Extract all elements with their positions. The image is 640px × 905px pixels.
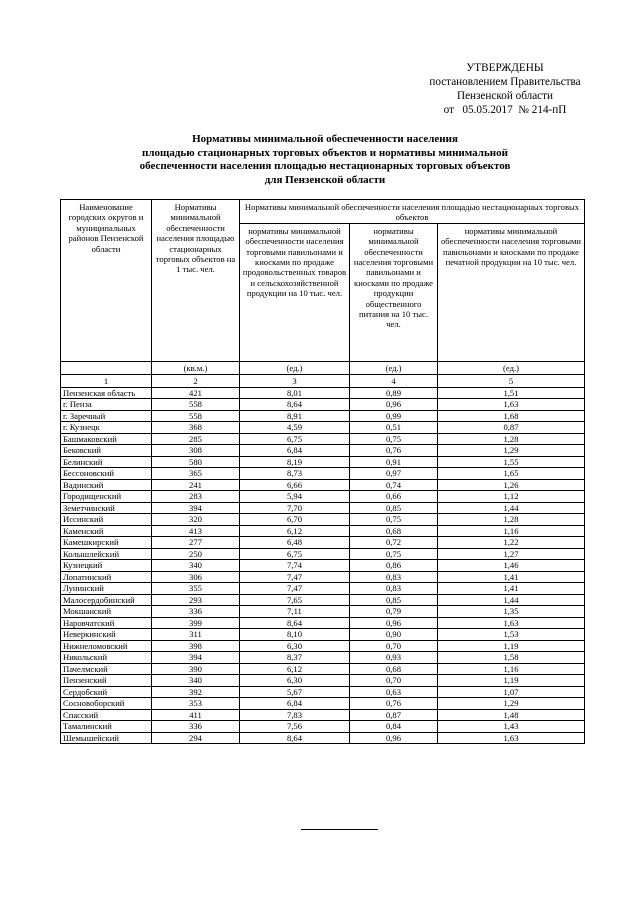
food-kiosks-value: 8,64 — [240, 617, 350, 629]
catering-kiosks-value: 0,63 — [350, 686, 438, 698]
print-kiosks-value: 1,44 — [438, 594, 585, 606]
table-row — [61, 537, 585, 549]
catering-kiosks-value: 0,87 — [350, 709, 438, 721]
table-row — [61, 422, 585, 434]
stationary-value: 277 — [152, 537, 240, 549]
print-kiosks-value: 1,51 — [438, 387, 585, 399]
stationary-value: 392 — [152, 686, 240, 698]
catering-kiosks-value: 0,75 — [350, 548, 438, 560]
table-row — [61, 686, 585, 698]
print-kiosks-value: 1,63 — [438, 617, 585, 629]
catering-kiosks-value: 0,76 — [350, 698, 438, 710]
stationary-value: 398 — [152, 640, 240, 652]
units-row — [61, 361, 585, 374]
stationary-value: 558 — [152, 399, 240, 411]
print-kiosks-value: 1,63 — [438, 732, 585, 744]
table-row — [61, 548, 585, 560]
district-name: Пензенская область — [61, 387, 152, 399]
food-kiosks-value: 5,94 — [240, 491, 350, 503]
unit-cell: (кв.м.) — [152, 361, 240, 374]
food-kiosks-value: 7,56 — [240, 721, 350, 733]
header-nonstationary-group: Нормативы минимальной обеспеченности населения площадью нестационарных торговых объектов — [240, 200, 585, 224]
district-name: Спасский — [61, 709, 152, 721]
district-name: г. Заречный — [61, 410, 152, 422]
stationary-value: 311 — [152, 629, 240, 641]
catering-kiosks-value: 0,85 — [350, 502, 438, 514]
table-row — [61, 698, 585, 710]
title-line-4: для Пензенской области — [264, 173, 386, 186]
stationary-value: 320 — [152, 514, 240, 526]
food-kiosks-value: 7,65 — [240, 594, 350, 606]
table-row — [61, 629, 585, 641]
document-title — [90, 133, 560, 187]
food-kiosks-value: 5,67 — [240, 686, 350, 698]
food-kiosks-value: 7,70 — [240, 502, 350, 514]
table-row — [61, 709, 585, 721]
district-name: Бековский — [61, 445, 152, 457]
district-name: Камешкирский — [61, 537, 152, 549]
print-kiosks-value: 1,16 — [438, 525, 585, 537]
stationary-value: 355 — [152, 583, 240, 595]
food-kiosks-value: 4,59 — [240, 422, 350, 434]
table-row — [61, 721, 585, 733]
stationary-value: 241 — [152, 479, 240, 491]
print-kiosks-value: 1,29 — [438, 698, 585, 710]
food-kiosks-value: 6,84 — [240, 445, 350, 457]
print-kiosks-value: 1,68 — [438, 410, 585, 422]
catering-kiosks-value: 0,66 — [350, 491, 438, 503]
catering-kiosks-value: 0,84 — [350, 721, 438, 733]
catering-kiosks-value: 0,97 — [350, 468, 438, 480]
table-row — [61, 491, 585, 503]
table-row — [61, 479, 585, 491]
print-kiosks-value: 0,87 — [438, 422, 585, 434]
stationary-value: 411 — [152, 709, 240, 721]
table-row — [61, 560, 585, 572]
table-row — [61, 410, 585, 422]
table-row — [61, 583, 585, 595]
catering-kiosks-value: 0,70 — [350, 675, 438, 687]
district-name: Тамалинский — [61, 721, 152, 733]
norms-table — [60, 199, 585, 744]
print-kiosks-value: 1,27 — [438, 548, 585, 560]
catering-kiosks-value: 0,51 — [350, 422, 438, 434]
catering-kiosks-value: 0,96 — [350, 617, 438, 629]
district-name: Колышлейский — [61, 548, 152, 560]
table-row — [61, 571, 585, 583]
food-kiosks-value: 8,64 — [240, 399, 350, 411]
table-row — [61, 445, 585, 457]
district-name: Мокшанский — [61, 606, 152, 618]
print-kiosks-value: 1,19 — [438, 675, 585, 687]
table-row — [61, 617, 585, 629]
print-kiosks-value: 1,12 — [438, 491, 585, 503]
unit-cell — [61, 361, 152, 374]
food-kiosks-value: 7,47 — [240, 583, 350, 595]
catering-kiosks-value: 0,75 — [350, 433, 438, 445]
table-row — [61, 663, 585, 675]
print-kiosks-value: 1,26 — [438, 479, 585, 491]
print-kiosks-value: 1,07 — [438, 686, 585, 698]
table-row — [61, 399, 585, 411]
stationary-value: 413 — [152, 525, 240, 537]
header-district: Наименование городских округов и муниципальных районов Пензенской области — [61, 200, 152, 362]
header-catering-kiosks: нормативы минимальной обеспеченности населения торговыми павильонами и киосками по продаже продукции общественного питания на 10 тыс. чел. — [350, 223, 438, 361]
district-name: Бессоновский — [61, 468, 152, 480]
food-kiosks-value: 6,75 — [240, 433, 350, 445]
header-food-kiosks: нормативы минимальной обеспеченности населения торговыми павильонами и киосками по продаже продовольственных товаров и сельскохозяйственной продукции на 10 тыс. чел. — [240, 223, 350, 361]
approval-line-1: постановлением Правительства — [429, 76, 581, 88]
food-kiosks-value: 8,10 — [240, 629, 350, 641]
stationary-value: 293 — [152, 594, 240, 606]
catering-kiosks-value: 0,96 — [350, 399, 438, 411]
unit-cell: (ед.) — [438, 361, 585, 374]
stationary-value: 336 — [152, 721, 240, 733]
stationary-value: 558 — [152, 410, 240, 422]
print-kiosks-value: 1,53 — [438, 629, 585, 641]
table-row — [61, 675, 585, 687]
table-row — [61, 640, 585, 652]
catering-kiosks-value: 0,75 — [350, 514, 438, 526]
food-kiosks-value: 8,64 — [240, 732, 350, 744]
print-kiosks-value: 1,41 — [438, 571, 585, 583]
food-kiosks-value: 8,01 — [240, 387, 350, 399]
catering-kiosks-value: 0,99 — [350, 410, 438, 422]
district-name: Башмаковский — [61, 433, 152, 445]
catering-kiosks-value: 0,70 — [350, 640, 438, 652]
district-name: Земетчинский — [61, 502, 152, 514]
print-kiosks-value: 1,65 — [438, 468, 585, 480]
stationary-value: 394 — [152, 502, 240, 514]
stationary-value: 285 — [152, 433, 240, 445]
stationary-value: 340 — [152, 675, 240, 687]
print-kiosks-value: 1,48 — [438, 709, 585, 721]
print-kiosks-value: 1,16 — [438, 663, 585, 675]
catering-kiosks-value: 0,89 — [350, 387, 438, 399]
print-kiosks-value: 1,28 — [438, 514, 585, 526]
print-kiosks-value: 1,58 — [438, 652, 585, 664]
catering-kiosks-value: 0,91 — [350, 456, 438, 468]
print-kiosks-value: 1,41 — [438, 583, 585, 595]
column-number: 1 — [61, 374, 152, 387]
food-kiosks-value: 7,83 — [240, 709, 350, 721]
column-number: 2 — [152, 374, 240, 387]
stationary-value: 308 — [152, 445, 240, 457]
catering-kiosks-value: 0,90 — [350, 629, 438, 641]
print-kiosks-value: 1,46 — [438, 560, 585, 572]
food-kiosks-value: 6,30 — [240, 675, 350, 687]
district-name: Никольский — [61, 652, 152, 664]
district-name: Пензенский — [61, 675, 152, 687]
header-stationary: Нормативы минимальной обеспеченности населения площадью стационарных торговых объектов на 1 тыс. чел. — [152, 200, 240, 362]
table-row — [61, 652, 585, 664]
district-name: Лопатинский — [61, 571, 152, 583]
food-kiosks-value: 6,66 — [240, 479, 350, 491]
table-row — [61, 387, 585, 399]
district-name: Сосновоборский — [61, 698, 152, 710]
stationary-value: 368 — [152, 422, 240, 434]
table-row — [61, 502, 585, 514]
district-name: Неверкинский — [61, 629, 152, 641]
catering-kiosks-value: 0,86 — [350, 560, 438, 572]
table-row — [61, 606, 585, 618]
print-kiosks-value: 1,35 — [438, 606, 585, 618]
approval-heading: УТВЕРЖДЕНЫ — [466, 62, 544, 74]
catering-kiosks-value: 0,76 — [350, 445, 438, 457]
catering-kiosks-value: 0,72 — [350, 537, 438, 549]
district-name: Сердобский — [61, 686, 152, 698]
stationary-value: 365 — [152, 468, 240, 480]
title-line-3: обеспеченности населения площадью нестационарных торговых объектов — [139, 160, 511, 172]
table-row — [61, 525, 585, 537]
stationary-value: 306 — [152, 571, 240, 583]
food-kiosks-value: 8,73 — [240, 468, 350, 480]
print-kiosks-value: 1,63 — [438, 399, 585, 411]
approval-block — [405, 61, 605, 117]
stationary-value: 340 — [152, 560, 240, 572]
district-name: Белинский — [61, 456, 152, 468]
food-kiosks-value: 7,11 — [240, 606, 350, 618]
print-kiosks-value: 1,22 — [438, 537, 585, 549]
food-kiosks-value: 8,19 — [240, 456, 350, 468]
stationary-value: 390 — [152, 663, 240, 675]
food-kiosks-value: 7,74 — [240, 560, 350, 572]
approval-line-2: Пензенской области — [456, 90, 553, 102]
stationary-value: 421 — [152, 387, 240, 399]
print-kiosks-value: 1,55 — [438, 456, 585, 468]
table-row — [61, 732, 585, 744]
table-row — [61, 514, 585, 526]
print-kiosks-value: 1,44 — [438, 502, 585, 514]
stationary-value: 294 — [152, 732, 240, 744]
district-name: Городищенский — [61, 491, 152, 503]
food-kiosks-value: 6,84 — [240, 698, 350, 710]
print-kiosks-value: 1,19 — [438, 640, 585, 652]
column-number: 4 — [350, 374, 438, 387]
catering-kiosks-value: 0,68 — [350, 525, 438, 537]
food-kiosks-value: 6,75 — [240, 548, 350, 560]
footer-divider — [301, 829, 378, 830]
column-number: 5 — [438, 374, 585, 387]
food-kiosks-value: 8,37 — [240, 652, 350, 664]
food-kiosks-value: 6,70 — [240, 514, 350, 526]
title-line-1: Нормативы минимальной обеспеченности населения — [192, 133, 458, 145]
district-name: Лунинский — [61, 583, 152, 595]
food-kiosks-value: 6,12 — [240, 525, 350, 537]
district-name: Пачелмский — [61, 663, 152, 675]
food-kiosks-value: 6,48 — [240, 537, 350, 549]
district-name: Иссинский — [61, 514, 152, 526]
catering-kiosks-value: 0,85 — [350, 594, 438, 606]
column-numbers-row — [61, 374, 585, 387]
unit-cell: (ед.) — [350, 361, 438, 374]
print-kiosks-value: 1,43 — [438, 721, 585, 733]
district-name: г. Пенза — [61, 399, 152, 411]
stationary-value: 580 — [152, 456, 240, 468]
catering-kiosks-value: 0,83 — [350, 571, 438, 583]
catering-kiosks-value: 0,79 — [350, 606, 438, 618]
header-print-kiosks: нормативы минимальной обеспеченности населения торговыми павильонами и киосками по продаже печатной продукции на 10 тыс. чел. — [438, 223, 585, 361]
table-row — [61, 433, 585, 445]
table-row — [61, 468, 585, 480]
district-name: Нижнеломовский — [61, 640, 152, 652]
stationary-value: 336 — [152, 606, 240, 618]
catering-kiosks-value: 0,96 — [350, 732, 438, 744]
district-name: Вадинский — [61, 479, 152, 491]
district-name: Наровчатский — [61, 617, 152, 629]
approval-line-3: от 05.05.2017 № 214-пП — [443, 104, 567, 116]
stationary-value: 394 — [152, 652, 240, 664]
food-kiosks-value: 6,30 — [240, 640, 350, 652]
catering-kiosks-value: 0,83 — [350, 583, 438, 595]
district-name: Малосердобинский — [61, 594, 152, 606]
catering-kiosks-value: 0,74 — [350, 479, 438, 491]
district-name: Каменский — [61, 525, 152, 537]
table-body — [61, 387, 585, 744]
table-row — [61, 456, 585, 468]
district-name: г. Кузнецк — [61, 422, 152, 434]
food-kiosks-value: 7,47 — [240, 571, 350, 583]
stationary-value: 353 — [152, 698, 240, 710]
print-kiosks-value: 1,29 — [438, 445, 585, 457]
table-row — [61, 594, 585, 606]
stationary-value: 399 — [152, 617, 240, 629]
food-kiosks-value: 6,12 — [240, 663, 350, 675]
title-line-2: площадью стационарных торговых объектов и нормативы минимальной — [142, 146, 508, 159]
unit-cell: (ед.) — [240, 361, 350, 374]
stationary-value: 283 — [152, 491, 240, 503]
food-kiosks-value: 8,91 — [240, 410, 350, 422]
catering-kiosks-value: 0,68 — [350, 663, 438, 675]
district-name: Кузнецкий — [61, 560, 152, 572]
print-kiosks-value: 1,28 — [438, 433, 585, 445]
column-number: 3 — [240, 374, 350, 387]
stationary-value: 250 — [152, 548, 240, 560]
catering-kiosks-value: 0,93 — [350, 652, 438, 664]
district-name: Шемышейский — [61, 732, 152, 744]
